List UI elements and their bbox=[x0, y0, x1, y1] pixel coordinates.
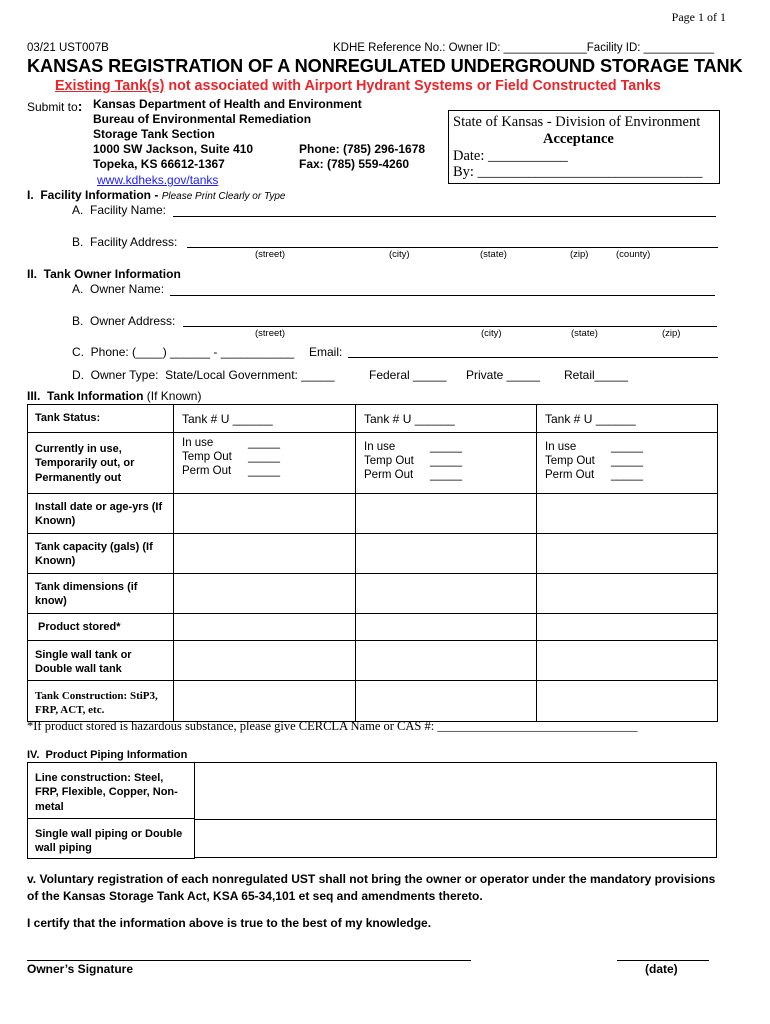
tank-2-number[interactable]: Tank # U ______ bbox=[364, 412, 455, 426]
owner-name-field[interactable] bbox=[170, 295, 715, 296]
tank-information-table bbox=[27, 404, 718, 722]
kdhe-phone: Phone: (785) 296-1678 bbox=[299, 142, 426, 156]
submit-line-3: Storage Tank Section bbox=[93, 127, 215, 141]
submit-line-4: 1000 SW Jackson, Suite 410 bbox=[93, 142, 254, 156]
cercla-note[interactable]: *If product stored is hazardous substance, please give CERCLA Name or CAS #: ________________________________ bbox=[27, 719, 638, 733]
facility-address-field[interactable] bbox=[187, 247, 718, 248]
tank-1-construction[interactable] bbox=[174, 681, 356, 722]
tank-3-number[interactable]: Tank # U ______ bbox=[545, 412, 636, 426]
status-in-use-blank[interactable]: _____ bbox=[611, 441, 643, 453]
facility-street-sublabel: (street) bbox=[255, 249, 286, 260]
facility-address-label: B. Facility Address: bbox=[72, 235, 178, 249]
tank-1-capacity[interactable] bbox=[174, 534, 356, 574]
facility-state-sublabel: (state) bbox=[480, 249, 507, 260]
status-temp-out-blank[interactable]: _____ bbox=[611, 454, 643, 467]
status-perm-out-blank[interactable]: _____ bbox=[248, 464, 280, 477]
table-row bbox=[28, 534, 718, 574]
voluntary-statement: v. Voluntary registration of each nonregulated UST shall not bring the owner or operator under the mandatory provisions of the Kansas Storage Tank Act, KSA 65-34,101 et seq and amendments thereto. bbox=[27, 872, 716, 904]
owner-street-sublabel: (street) bbox=[255, 328, 286, 339]
acceptance-by[interactable]: By: _______________________________ bbox=[453, 164, 703, 180]
status-temp-out: Temp Out bbox=[364, 454, 414, 467]
submit-line-2: Bureau of Environmental Remediation bbox=[93, 112, 312, 126]
status-temp-out: Temp Out bbox=[182, 450, 232, 463]
subtitle-rest: not associated with Airport Hydrant Systems or Field Constructed Tanks bbox=[164, 78, 661, 94]
piping-label-table bbox=[27, 762, 195, 859]
subtitle-existing-tanks: Existing Tank(s) bbox=[55, 78, 165, 94]
tank-3-wall-type[interactable] bbox=[537, 641, 718, 681]
section4-title: IV. Product Piping Information bbox=[27, 749, 188, 761]
status-perm-out: Perm Out bbox=[545, 468, 595, 481]
tank-1-dimensions[interactable] bbox=[174, 574, 356, 614]
row-label-install-date: Install date or age-yrs (If Known) bbox=[28, 494, 174, 534]
tank-3-dimensions[interactable] bbox=[537, 574, 718, 614]
status-perm-out-blank[interactable]: _____ bbox=[611, 468, 643, 481]
status-temp-out: Temp Out bbox=[545, 454, 595, 467]
tank-3-status-cell[interactable] bbox=[537, 433, 718, 494]
status-perm-out: Perm Out bbox=[182, 464, 232, 477]
table-row bbox=[28, 641, 718, 681]
owner-address-field[interactable] bbox=[183, 326, 717, 327]
tank-1-product[interactable] bbox=[174, 614, 356, 641]
status-perm-out: Perm Out bbox=[364, 468, 414, 481]
tank-3-number-cell[interactable] bbox=[537, 405, 718, 433]
owner-state-sublabel: (state) bbox=[571, 328, 598, 339]
facility-zip-sublabel: (zip) bbox=[570, 249, 589, 260]
status-in-use: In use bbox=[182, 437, 214, 449]
page-number: Page 1 of 1 bbox=[671, 10, 726, 24]
signature-date-label: (date) bbox=[645, 962, 678, 976]
tank-2-capacity[interactable] bbox=[356, 534, 537, 574]
tank-2-number-cell[interactable] bbox=[356, 405, 537, 433]
signature-date-line[interactable] bbox=[617, 960, 709, 961]
owner-city-sublabel: (city) bbox=[481, 328, 502, 339]
status-in-use: In use bbox=[364, 441, 396, 453]
owner-zip-sublabel: (zip) bbox=[662, 328, 681, 339]
facility-county-sublabel: (county) bbox=[616, 249, 651, 260]
form-subtitle bbox=[55, 78, 661, 94]
row-label-piping-wall: Single wall piping or Double wall piping bbox=[28, 819, 195, 859]
tank-1-wall-type[interactable] bbox=[174, 641, 356, 681]
table-row bbox=[28, 405, 718, 433]
piping-entry-area[interactable] bbox=[195, 762, 717, 858]
tank-2-dimensions[interactable] bbox=[356, 574, 537, 614]
table-row bbox=[28, 614, 718, 641]
owner-signature-line[interactable] bbox=[27, 960, 471, 961]
certify-statement: I certify that the information above is true to the best of my knowledge. bbox=[27, 916, 432, 930]
facility-name-field[interactable] bbox=[173, 216, 716, 217]
tank-2-status-cell[interactable] bbox=[356, 433, 537, 494]
owner-type-federal[interactable]: Federal _____ bbox=[369, 368, 447, 382]
owner-type-label[interactable]: D. Owner Type: State/Local Government: _____ bbox=[72, 368, 335, 382]
tank-1-number[interactable]: Tank # U ______ bbox=[182, 412, 273, 426]
submit-line-1: Kansas Department of Health and Environment bbox=[93, 97, 362, 111]
row-label-construction: Tank Construction: StiP3, FRP, ACT, etc. bbox=[28, 681, 174, 722]
form-code: 03/21 UST007B bbox=[27, 42, 109, 54]
acceptance-division: State of Kansas - Division of Environment bbox=[453, 114, 701, 130]
owner-email-label: Email: bbox=[309, 345, 343, 359]
tank-3-construction[interactable] bbox=[537, 681, 718, 722]
tank-2-install-date[interactable] bbox=[356, 494, 537, 534]
status-in-use-blank[interactable]: _____ bbox=[430, 441, 462, 453]
submit-to-label: Submit to: bbox=[27, 98, 83, 114]
table-row bbox=[28, 494, 718, 534]
owner-signature-label: Owner’s Signature bbox=[27, 962, 134, 976]
tank-2-product[interactable] bbox=[356, 614, 537, 641]
table-row bbox=[28, 763, 195, 819]
kdhe-fax: Fax: (785) 559-4260 bbox=[299, 157, 410, 171]
section3-title: III. Tank Information (If Known) bbox=[27, 389, 202, 403]
table-row bbox=[28, 574, 718, 614]
facility-name-label: A. Facility Name: bbox=[72, 203, 167, 217]
tank-2-construction[interactable] bbox=[356, 681, 537, 722]
kdhe-reference: KDHE Reference No.: Owner ID: _____________Facility ID: ___________ bbox=[333, 42, 715, 54]
section1-title: I. Facility Information - Please Print Clearly or Type bbox=[27, 188, 286, 202]
owner-name-label: A. Owner Name: bbox=[72, 282, 165, 296]
facility-city-sublabel: (city) bbox=[389, 249, 410, 260]
section2-title: II. Tank Owner Information bbox=[27, 267, 181, 281]
acceptance-heading: Acceptance bbox=[543, 131, 614, 147]
row-label-capacity: Tank capacity (gals) (If Known) bbox=[28, 534, 174, 574]
tank-3-install-date[interactable] bbox=[537, 494, 718, 534]
owner-type-retail[interactable]: Retail_____ bbox=[564, 368, 629, 382]
section1-note: Please Print Clearly or Type bbox=[161, 191, 286, 202]
status-perm-out-blank[interactable]: _____ bbox=[430, 468, 462, 481]
status-temp-out-blank[interactable]: _____ bbox=[430, 454, 462, 467]
owner-email-field[interactable] bbox=[348, 357, 718, 358]
acceptance-date[interactable]: Date: ___________ bbox=[453, 148, 568, 164]
owner-phone-field[interactable]: C. Phone: (____) ______ - ___________ bbox=[72, 345, 295, 359]
tank-3-product[interactable] bbox=[537, 614, 718, 641]
row-label-wall-type: Single wall tank or Double wall tank bbox=[28, 641, 174, 681]
row-label-current-status: Currently in use, Temporarily out, or Permanently out bbox=[28, 433, 174, 494]
row-label-tank-status: Tank Status: bbox=[28, 405, 174, 433]
submit-line-5: Topeka, KS 66612-1367 bbox=[93, 157, 225, 171]
row-label-line-construction: Line construction: Steel, FRP, Flexible, Copper, Non-metal bbox=[28, 763, 195, 819]
table-row bbox=[28, 433, 718, 494]
tank-3-capacity[interactable] bbox=[537, 534, 718, 574]
owner-address-label: B. Owner Address: bbox=[72, 314, 176, 328]
status-in-use-blank[interactable]: _____ bbox=[248, 437, 280, 449]
tank-1-number-cell[interactable] bbox=[174, 405, 356, 433]
tank-1-status-cell[interactable] bbox=[174, 433, 356, 494]
row-label-dimensions: Tank dimensions (if know) bbox=[28, 574, 174, 614]
tank-2-wall-type[interactable] bbox=[356, 641, 537, 681]
table-row bbox=[28, 819, 195, 859]
row-label-product-stored: Product stored* bbox=[28, 614, 174, 641]
tank-1-install-date[interactable] bbox=[174, 494, 356, 534]
owner-type-private[interactable]: Private _____ bbox=[466, 368, 541, 382]
status-temp-out-blank[interactable]: _____ bbox=[248, 450, 280, 463]
form-title: KANSAS REGISTRATION OF A NONREGULATED UNDERGROUND STORAGE TANK bbox=[27, 56, 743, 76]
status-in-use: In use bbox=[545, 441, 577, 453]
table-row bbox=[28, 681, 718, 722]
website-link[interactable]: www.kdheks.gov/tanks bbox=[97, 173, 219, 187]
